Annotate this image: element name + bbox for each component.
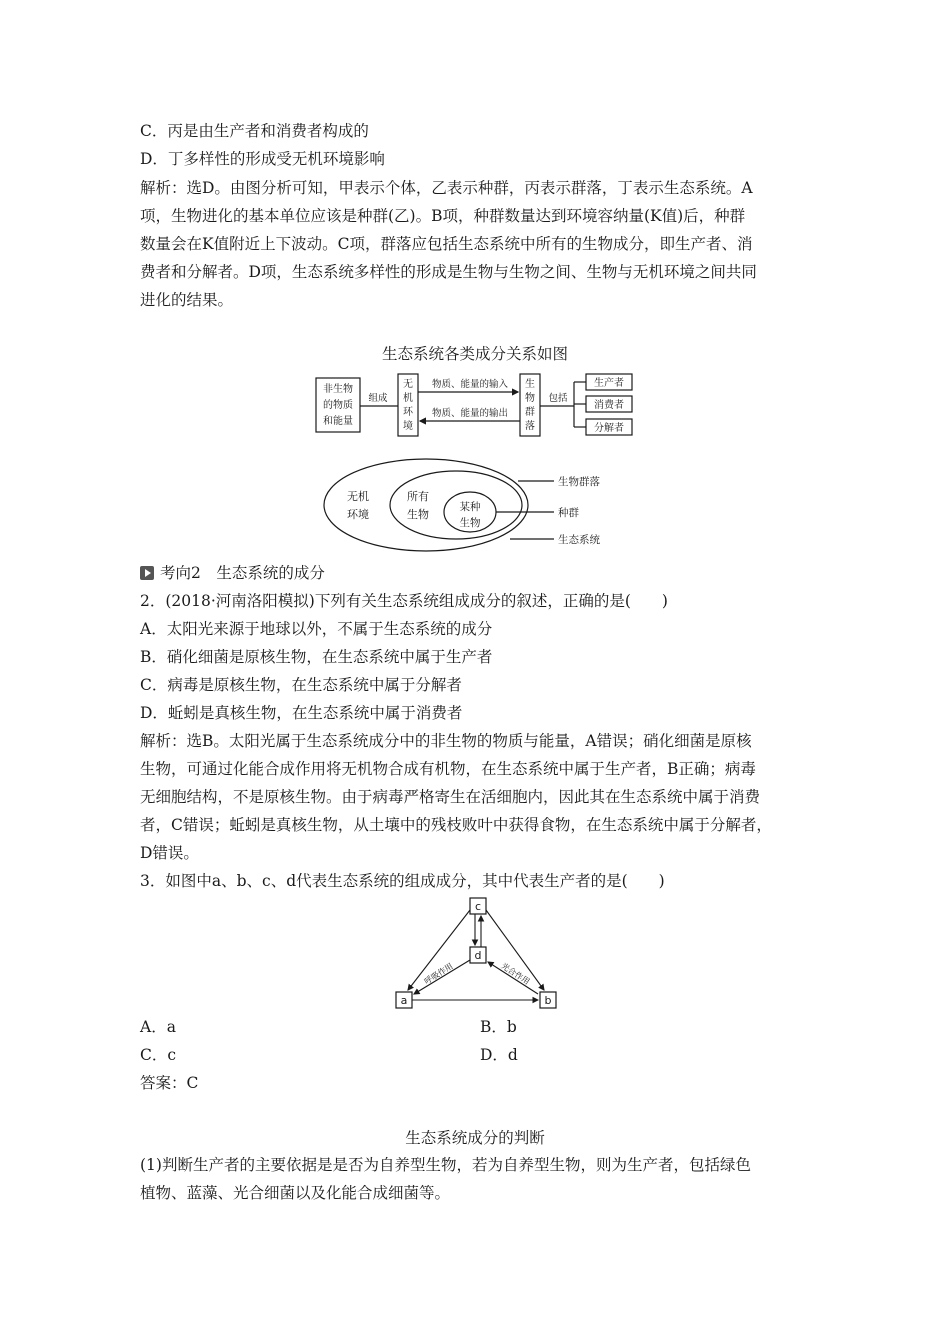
label-community: 生物群落 (558, 476, 600, 488)
label-ecosystem: 生态系统 (558, 534, 600, 546)
inner-text-1: 某种 (459, 501, 481, 513)
q2-option-c: C．病毒是原核生物，在生态系统中属于分解者 (140, 676, 462, 694)
q2-analysis-line-3: 无细胞结构，不是原核生物。由于病毒严格寄生在活细胞内，因此其在生态系统中属于消费 (140, 788, 761, 806)
env-char-3: 环 (403, 407, 413, 418)
q2-option-d: D．蚯蚓是真核生物，在生态系统中属于消费者 (140, 704, 463, 722)
consumers-text: 消费者 (594, 400, 624, 411)
q3-option-d: D．d (480, 1046, 518, 1064)
include-label: 包括 (548, 393, 568, 404)
component-triangle-diagram (390, 894, 560, 1014)
q3-option-a: A．a (140, 1018, 176, 1036)
middle-text-1: 所有 (407, 490, 429, 503)
q3-option-c: C．c (140, 1046, 177, 1064)
q3-answer: 答案：C (140, 1074, 199, 1092)
middle-text-2: 生物 (407, 508, 429, 521)
decomposers-text: 分解者 (594, 423, 624, 434)
q1-option-c: C．丙是由生产者和消费者构成的 (140, 122, 369, 140)
compose-label: 组成 (368, 393, 388, 404)
q2-stem: 2．(2018·河南洛阳模拟)下列有关生态系统组成成分的叙述，正确的是( ) (140, 592, 668, 610)
edge-label-right: 光合作用 (499, 961, 532, 987)
section-heading (140, 562, 325, 584)
edge-label-left: 呼吸作用 (422, 961, 455, 987)
env-char-4: 境 (403, 421, 413, 432)
q1-option-d: D．丁多样性的形成受无机环境影响 (140, 150, 385, 168)
q1-analysis-line-5: 进化的结果。 (140, 291, 234, 309)
q1-analysis-line-2: 项，生物进化的基本单位应该是种群(乙)。B项，种群数量达到环境容纳量(K值)后，种群 (140, 207, 746, 225)
nonliving-text-3: 和能量 (323, 416, 353, 427)
q3-option-b: B．b (480, 1018, 517, 1036)
producers-text: 生产者 (594, 378, 624, 389)
summary-line-1: (1)判断生产者的主要依据是是否为自养型生物，若为自养型生物，则为生产者，包括绿色 (140, 1156, 751, 1174)
q1-analysis-line-3: 数量会在K值附近上下波动。C项，群落应包括生态系统中所有的生物成分，即生产者、消 (140, 235, 753, 253)
output-label: 物质、能量的输出 (431, 408, 509, 419)
node-a-label: a (400, 994, 408, 1007)
q2-analysis-line-2: 生物，可通过化能合成作用将无机物合成有机物，在生态系统中属于生产者，B正确；病毒 (140, 760, 756, 778)
play-icon (140, 566, 154, 580)
node-d-label: d (474, 949, 482, 962)
community-char-2: 物 (525, 393, 535, 404)
q2-analysis-line-4: 者，C错误；蚯蚓是真核生物，从土壤中的残枝败叶中获得食物，在生态系统中属于分解者， (140, 816, 772, 834)
label-population: 种群 (558, 507, 579, 519)
component-relationship-diagram (310, 370, 650, 440)
fig1-title: 生态系统各类成分关系如图 (381, 345, 568, 363)
q3-stem: 3．如图中a、b、c、d代表生态系统的组成成分，其中代表生产者的是( ) (140, 872, 665, 890)
q2-option-b: B．硝化细菌是原核生物，在生态系统中属于生产者 (140, 648, 493, 666)
env-char-1: 无 (403, 379, 413, 390)
outer-text-2: 环境 (347, 508, 369, 521)
outer-text-1: 无机 (347, 490, 369, 503)
summary-title: 生态系统成分的判断 (405, 1129, 545, 1147)
section-heading-text: 考向2 生态系统的成分 (160, 564, 325, 582)
q2-option-a: A．太阳光来源于地球以外，不属于生态系统的成分 (140, 620, 493, 638)
community-char-4: 落 (525, 421, 535, 432)
q1-analysis-line-4: 费者和分解者。D项，生态系统多样性的形成是生物与生物之间、生物与无机环境之间共同 (140, 263, 757, 281)
community-char-1: 生 (525, 379, 535, 390)
input-label: 物质、能量的输入 (431, 379, 509, 390)
node-c-label: c (474, 900, 482, 913)
env-char-2: 机 (403, 393, 413, 404)
community-char-3: 群 (525, 407, 535, 418)
nonliving-text-1: 非生物 (323, 384, 353, 395)
nonliving-text-2: 的物质 (323, 400, 353, 411)
ecosystem-ellipse (324, 459, 528, 551)
q2-analysis-line-5: D错误。 (140, 844, 199, 862)
node-b-label: b (544, 994, 552, 1007)
inner-text-2: 生物 (459, 517, 481, 529)
summary-line-2: 植物、蓝藻、光合细菌以及化能合成细菌等。 (140, 1184, 451, 1202)
q1-analysis-line-1: 解析：选D。由图分析可知，甲表示个体，乙表示种群，丙表示群落，丁表示生态系统。A (140, 179, 753, 197)
nested-levels-diagram (318, 450, 638, 556)
q2-analysis-line-1: 解析：选B。太阳光属于生态系统成分中的非生物的物质与能量，A错误；硝化细菌是原核 (140, 732, 752, 750)
